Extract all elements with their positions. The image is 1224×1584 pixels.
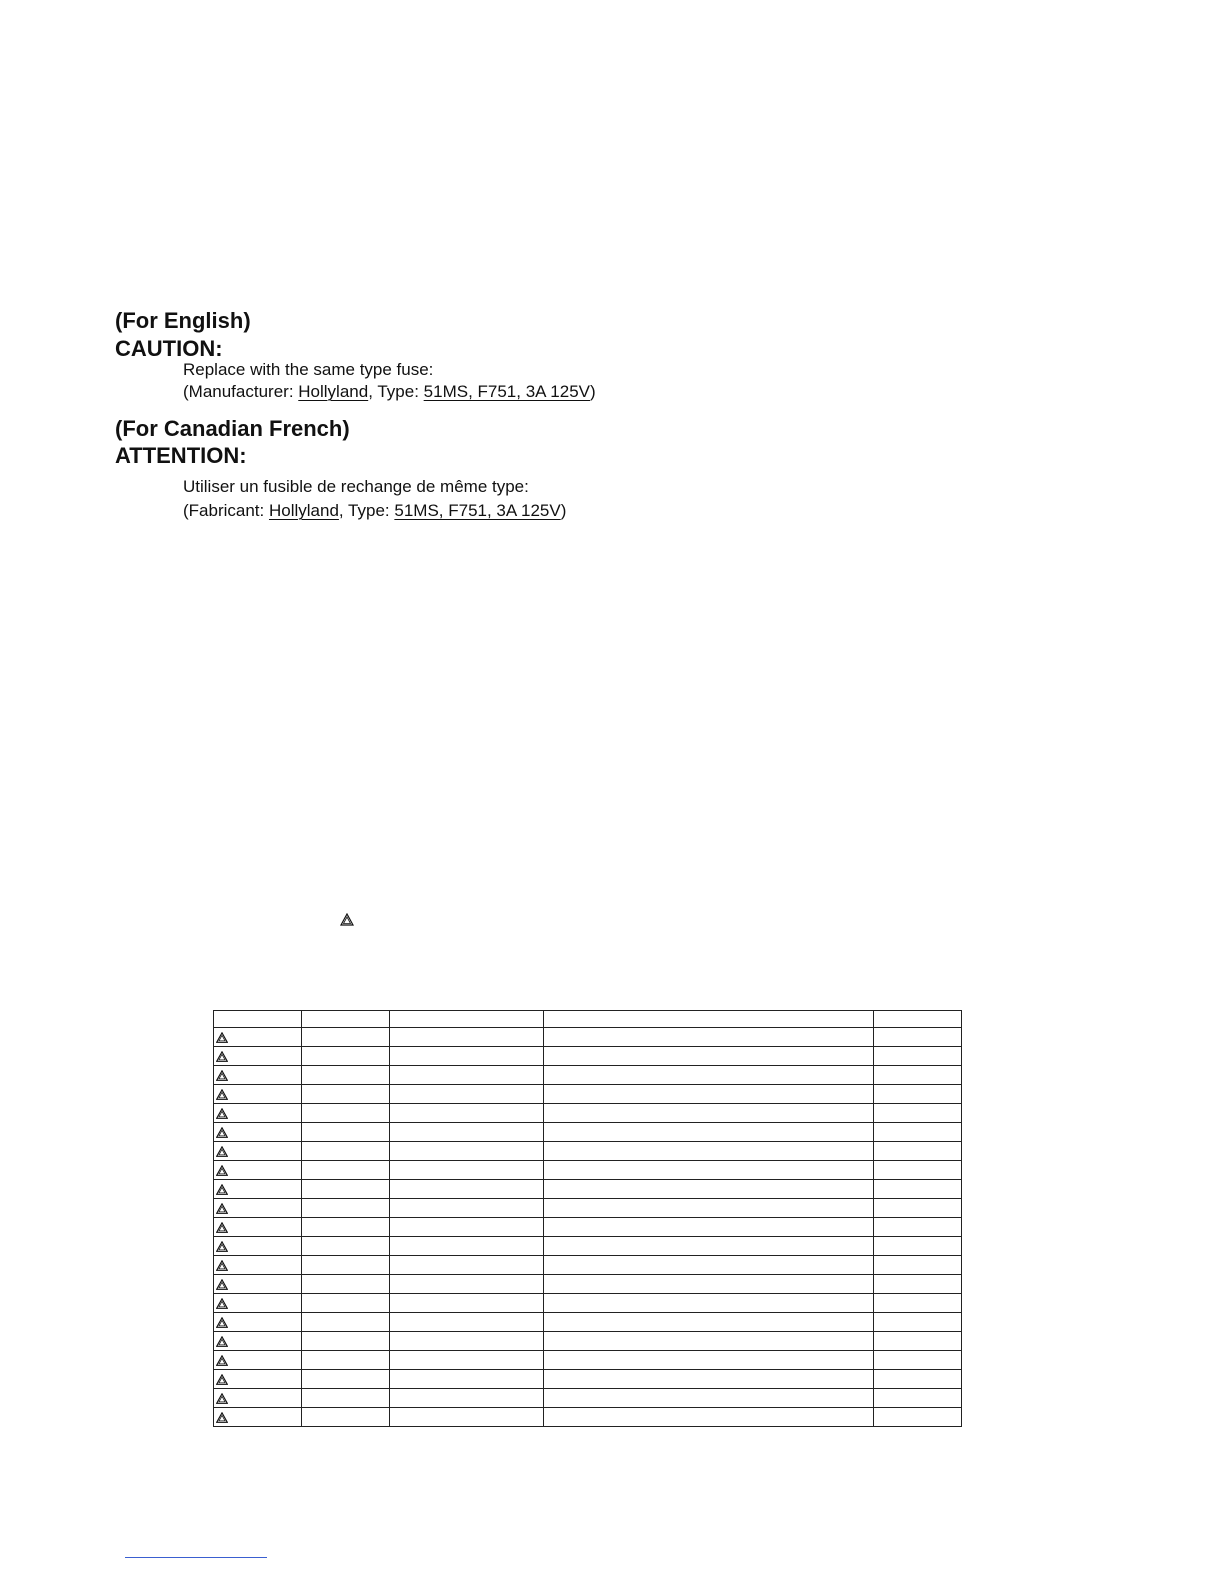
warning-triangle-icon	[216, 1239, 228, 1253]
warning-triangle-icon	[216, 1125, 228, 1139]
warning-triangle-icon	[340, 913, 354, 931]
table-cell	[390, 1028, 544, 1047]
table-cell	[544, 1218, 874, 1237]
table-cell	[302, 1180, 390, 1199]
english-spec-middle: , Type:	[368, 382, 424, 401]
table-row	[214, 1332, 962, 1351]
table-cell	[302, 1313, 390, 1332]
table-cell	[544, 1123, 874, 1142]
french-manufacturer: Hollyland	[268, 501, 339, 520]
table-cell	[874, 1104, 962, 1123]
warning-triangle-icon	[216, 1410, 228, 1424]
table-cell	[302, 1085, 390, 1104]
warning-triangle-icon	[216, 1068, 228, 1082]
table-cell	[874, 1313, 962, 1332]
warning-triangle-icon	[216, 1087, 228, 1101]
table-cell	[302, 1123, 390, 1142]
table-cell	[302, 1066, 390, 1085]
table-row	[214, 1047, 962, 1066]
safety-mark-cell	[214, 1313, 302, 1332]
table-row	[214, 1408, 962, 1427]
safety-mark-cell	[214, 1370, 302, 1389]
table-cell	[874, 1294, 962, 1313]
table-cell	[302, 1370, 390, 1389]
table-row	[214, 1104, 962, 1123]
table-row	[214, 1085, 962, 1104]
table-cell	[302, 1161, 390, 1180]
table-cell	[874, 1123, 962, 1142]
table-cell	[390, 1161, 544, 1180]
safety-mark-cell	[214, 1085, 302, 1104]
table-cell	[874, 1351, 962, 1370]
table-cell	[390, 1275, 544, 1294]
table-cell	[544, 1332, 874, 1351]
footer-link-underline	[125, 1557, 267, 1558]
french-fuse-spec	[183, 501, 566, 521]
table-cell	[544, 1389, 874, 1408]
table-header-row	[214, 1011, 962, 1028]
table-row	[214, 1370, 962, 1389]
safety-mark-cell	[214, 1123, 302, 1142]
table-cell	[302, 1389, 390, 1408]
warning-triangle-icon	[216, 1277, 228, 1291]
table-cell	[390, 1237, 544, 1256]
table-row	[214, 1066, 962, 1085]
table-row	[214, 1218, 962, 1237]
table-cell	[390, 1066, 544, 1085]
french-fuse-instruction: Utiliser un fusible de rechange de même type:	[183, 477, 529, 496]
table-cell	[302, 1047, 390, 1066]
table-row	[214, 1180, 962, 1199]
caution-heading: CAUTION:	[115, 336, 223, 361]
french-fuse-type: 51MS, F751, 3A 125V	[394, 501, 561, 520]
table-cell	[544, 1047, 874, 1066]
safety-mark-cell	[214, 1408, 302, 1427]
table-cell	[874, 1389, 962, 1408]
table-cell	[544, 1085, 874, 1104]
english-language-heading: (For English)	[115, 308, 251, 333]
warning-triangle-icon	[216, 1201, 228, 1215]
english-spec-suffix: )	[590, 382, 596, 401]
table-cell	[302, 1237, 390, 1256]
table-row	[214, 1237, 962, 1256]
safety-mark-cell	[214, 1028, 302, 1047]
table-header-cell	[214, 1011, 302, 1028]
table-header-cell	[874, 1011, 962, 1028]
safety-mark-cell	[214, 1161, 302, 1180]
warning-triangle-icon	[216, 1334, 228, 1348]
table-cell	[390, 1123, 544, 1142]
table-cell	[874, 1142, 962, 1161]
table-cell	[302, 1256, 390, 1275]
table-cell	[544, 1161, 874, 1180]
safety-mark-cell	[214, 1047, 302, 1066]
warning-triangle-icon	[216, 1258, 228, 1272]
safety-mark-cell	[214, 1142, 302, 1161]
table-cell	[874, 1199, 962, 1218]
table-cell	[390, 1104, 544, 1123]
table-header-cell	[390, 1011, 544, 1028]
safety-mark-cell	[214, 1104, 302, 1123]
table-cell	[544, 1180, 874, 1199]
table-cell	[390, 1085, 544, 1104]
table-cell	[302, 1104, 390, 1123]
table-cell	[544, 1199, 874, 1218]
table-cell	[874, 1047, 962, 1066]
table-cell	[390, 1142, 544, 1161]
warning-triangle-icon	[216, 1391, 228, 1405]
table-cell	[390, 1313, 544, 1332]
table-cell	[874, 1237, 962, 1256]
table-cell	[390, 1199, 544, 1218]
table-cell	[390, 1294, 544, 1313]
table-cell	[302, 1142, 390, 1161]
warning-triangle-icon	[216, 1144, 228, 1158]
table-cell	[390, 1370, 544, 1389]
safety-mark-cell	[214, 1218, 302, 1237]
parts-table	[213, 1010, 962, 1427]
safety-mark-cell	[214, 1256, 302, 1275]
warning-triangle-icon	[216, 1030, 228, 1044]
table-cell	[874, 1161, 962, 1180]
warning-triangle-icon	[216, 1353, 228, 1367]
table-row	[214, 1142, 962, 1161]
english-spec-prefix: (Manufacturer:	[183, 382, 299, 401]
table-cell	[302, 1199, 390, 1218]
table-cell	[302, 1275, 390, 1294]
table-row	[214, 1256, 962, 1275]
safety-mark-cell	[214, 1180, 302, 1199]
table-cell	[874, 1028, 962, 1047]
table-row	[214, 1123, 962, 1142]
safety-mark-cell	[214, 1199, 302, 1218]
table-row	[214, 1028, 962, 1047]
table-cell	[544, 1313, 874, 1332]
table-cell	[390, 1180, 544, 1199]
table-cell	[390, 1351, 544, 1370]
table-cell	[544, 1408, 874, 1427]
safety-mark-cell	[214, 1066, 302, 1085]
table-cell	[874, 1180, 962, 1199]
table-cell	[874, 1256, 962, 1275]
table-cell	[874, 1332, 962, 1351]
warning-triangle-icon	[216, 1182, 228, 1196]
table-cell	[544, 1028, 874, 1047]
table-row	[214, 1275, 962, 1294]
english-manufacturer: Hollyland	[298, 382, 369, 401]
table-cell	[874, 1066, 962, 1085]
table-header-cell	[544, 1011, 874, 1028]
table-cell	[874, 1408, 962, 1427]
table-cell	[390, 1218, 544, 1237]
table-cell	[302, 1218, 390, 1237]
french-spec-middle: , Type:	[338, 501, 395, 520]
table-cell	[390, 1408, 544, 1427]
table-row	[214, 1313, 962, 1332]
warning-triangle-icon	[216, 1163, 228, 1177]
english-fuse-instruction: Replace with the same type fuse:	[183, 360, 434, 379]
french-spec-prefix: (Fabricant:	[183, 501, 269, 520]
warning-triangle-icon	[216, 1372, 228, 1386]
table-cell	[544, 1294, 874, 1313]
table-header-cell	[302, 1011, 390, 1028]
english-fuse-type: 51MS, F751, 3A 125V	[423, 382, 590, 401]
table-cell	[390, 1389, 544, 1408]
table-cell	[874, 1085, 962, 1104]
table-row	[214, 1199, 962, 1218]
table-cell	[544, 1256, 874, 1275]
warning-triangle-icon	[216, 1315, 228, 1329]
safety-mark-cell	[214, 1332, 302, 1351]
table-cell	[390, 1332, 544, 1351]
safety-mark-cell	[214, 1351, 302, 1370]
table-cell	[302, 1408, 390, 1427]
table-cell	[302, 1028, 390, 1047]
table-row	[214, 1351, 962, 1370]
french-language-heading: (For Canadian French)	[115, 416, 350, 441]
safety-mark-cell	[214, 1275, 302, 1294]
table-row	[214, 1389, 962, 1408]
table-cell	[302, 1332, 390, 1351]
table-cell	[874, 1275, 962, 1294]
table-cell	[544, 1142, 874, 1161]
table-cell	[544, 1066, 874, 1085]
safety-mark-cell	[214, 1389, 302, 1408]
english-fuse-spec	[183, 382, 596, 402]
warning-triangle-icon	[216, 1296, 228, 1310]
table-cell	[302, 1351, 390, 1370]
warning-triangle-icon	[216, 1220, 228, 1234]
french-spec-suffix: )	[560, 501, 567, 520]
safety-mark-cell	[214, 1294, 302, 1313]
table-cell	[390, 1256, 544, 1275]
warning-triangle-icon	[216, 1106, 228, 1120]
table-row	[214, 1294, 962, 1313]
table-cell	[874, 1370, 962, 1389]
table-cell	[544, 1104, 874, 1123]
safety-mark-cell	[214, 1237, 302, 1256]
table-cell	[544, 1351, 874, 1370]
table-cell	[544, 1237, 874, 1256]
attention-heading: ATTENTION:	[115, 443, 247, 468]
table-cell	[302, 1294, 390, 1313]
table-cell	[544, 1275, 874, 1294]
table-cell	[390, 1047, 544, 1066]
warning-triangle-icon	[216, 1049, 228, 1063]
table-row	[214, 1161, 962, 1180]
table-cell	[874, 1218, 962, 1237]
table-cell	[544, 1370, 874, 1389]
